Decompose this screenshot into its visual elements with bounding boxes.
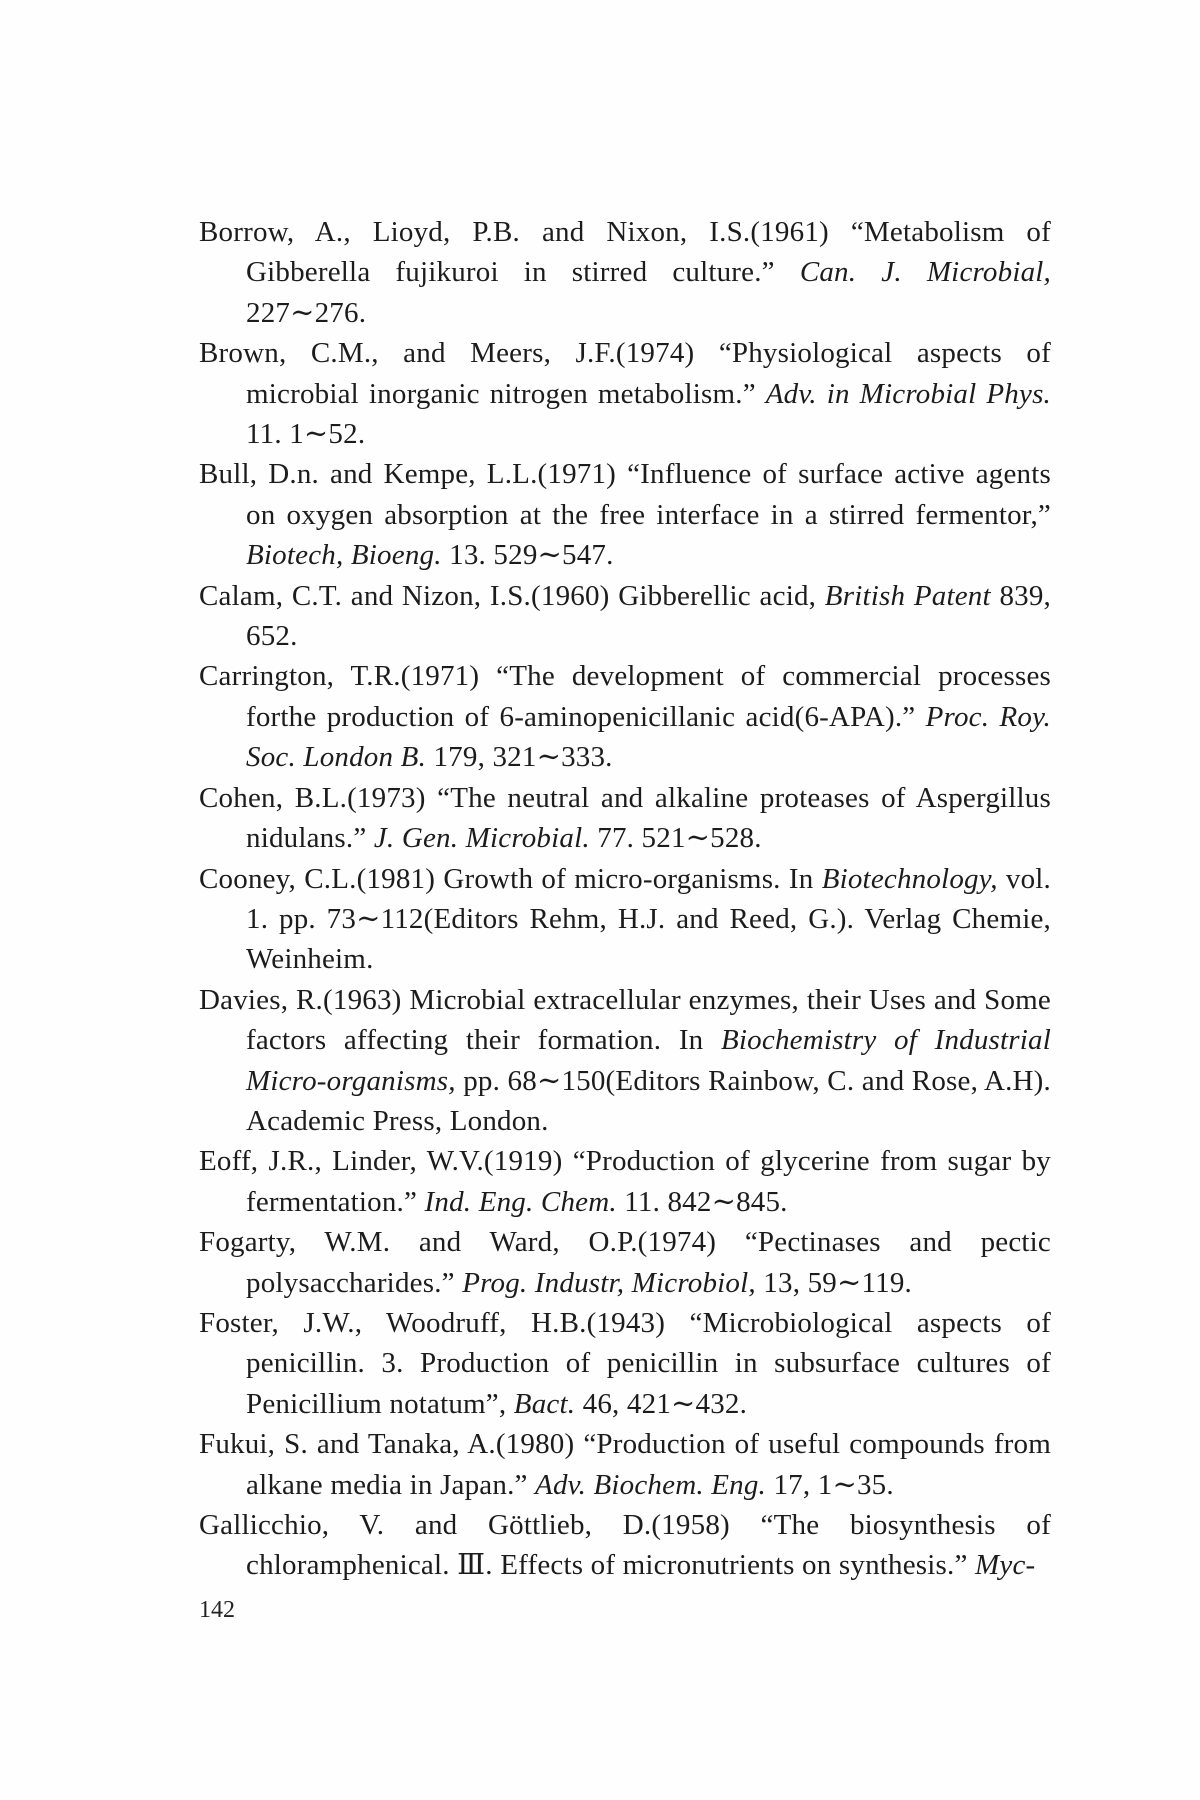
reference-entry-bull-1971: [199, 454, 1051, 575]
reference-source-title: Adv. in Microbial Phys.: [765, 377, 1052, 410]
reference-text: 17, 1∼35.: [766, 1468, 894, 1501]
reference-text: Foster, J.W., Woodruff, H.B.(1943) “Microbiological aspects of penicillin. 3. Production of penicillin in subsurface cultures of Penicillium notatum”,: [199, 1306, 1051, 1420]
reference-source-title: Adv. Biochem. Eng.: [535, 1468, 767, 1501]
reference-text: 179, 321∼333.: [426, 741, 613, 774]
reference-text: Borrow, A., Lioyd, P.B. and Nixon, I.S.(1961) “Metabolism of Gibberella fujikuroi in stirred culture.”: [199, 216, 1051, 289]
reference-text: Calam, C.T. and Nizon, I.S.(1960) Gibberellic acid,: [199, 579, 825, 612]
reference-text: vol. 1. pp. 73∼112(Editors Rehm, H.J. and Reed, G.). Verlag Chemie, Weinheim.: [246, 862, 1051, 976]
reference-text: Fogarty, W.M. and Ward, O.P.(1974) “Pectinases and pectic polysaccharides.”: [199, 1226, 1051, 1299]
reference-text: Carrington, T.R.(1971) “The development of commercial processes forthe production of 6-aminopenicillanic acid(6-APA).”: [199, 660, 1051, 733]
reference-text: 839, 652.: [246, 579, 1051, 653]
reference-entry-eoff-1919: [199, 1141, 1051, 1222]
reference-entry-carrington-1971: [199, 656, 1051, 777]
reference-source-title: Ind. Eng. Chem.: [424, 1185, 617, 1218]
reference-text: pp. 68∼150(Editors Rainbow, C. and Rose, A.H). Academic Press, London.: [246, 1064, 1051, 1137]
reference-entry-brown-1974: [199, 333, 1051, 454]
reference-source-title: Proc. Roy. Soc. London B.: [246, 700, 1051, 774]
reference-text: Eoff, J.R., Linder, W.V.(1919) “Production of glycerine from sugar by fermentation.”: [199, 1145, 1051, 1218]
reference-text: Fukui, S. and Tanaka, A.(1980) “Production of useful compounds from alkane media in Japan.”: [199, 1428, 1051, 1501]
reference-source-title: Biotech, Bioeng.: [246, 539, 442, 572]
reference-entry-foster-1943: [199, 1303, 1051, 1424]
reference-text: Davies, R.(1963) Microbial extracellular enzymes, their Uses and Some factors affecting their formation. In: [199, 983, 1051, 1057]
reference-entry-fogarty-1974: [199, 1222, 1051, 1303]
reference-entry-borrow-1961: [199, 212, 1051, 333]
reference-source-title: Biotechnology,: [821, 862, 998, 895]
reference-text: 11. 1∼52.: [246, 418, 366, 451]
reference-text: Bull, D.n. and Kempe, L.L.(1971) “Influence of surface active agents on oxygen absorption at the free interface in a stirred fermentor,”: [199, 458, 1051, 531]
reference-text: 227∼276.: [246, 296, 367, 329]
reference-source-title: Myc-: [975, 1549, 1036, 1582]
reference-entry-davies-1963: [199, 980, 1051, 1142]
reference-text: 11. 842∼845.: [616, 1185, 788, 1218]
reference-entry-cohen-1973: [199, 778, 1051, 859]
reference-text: Brown, C.M., and Meers, J.F.(1974) “Physiological aspects of microbial inorganic nitrogen metabolism.”: [199, 337, 1051, 410]
reference-text: 13. 529∼547.: [441, 539, 614, 572]
reference-entry-cooney-1981: [199, 859, 1051, 980]
reference-text: Cohen, B.L.(1973) “The neutral and alkaline proteases of Aspergillus nidulans.”: [199, 781, 1051, 855]
reference-entry-calam-1960: [199, 576, 1051, 657]
page-number: 142: [199, 1597, 235, 1623]
reference-entry-fukui-1980: [199, 1424, 1051, 1505]
reference-source-title: J. Gen. Microbial.: [373, 822, 590, 855]
reference-text: 13, 59∼119.: [755, 1266, 912, 1299]
reference-text: 46, 421∼432.: [575, 1387, 748, 1420]
reference-source-title: Bact.: [513, 1387, 576, 1420]
reference-text: Cooney, C.L.(1981) Growth of micro-organisms. In: [199, 862, 822, 895]
reference-source-title: British Patent: [824, 579, 991, 612]
reference-list: [199, 212, 1051, 1586]
reference-source-title: Can. J. Microbial,: [799, 256, 1051, 289]
reference-text: 77. 521∼528.: [589, 822, 762, 855]
reference-entry-gallicchio-1958: [199, 1505, 1051, 1586]
reference-text: Gallicchio, V. and Göttlieb, D.(1958) “The biosynthesis of chloramphenical. Ⅲ. Effects of micronutrients on synthesis.”: [199, 1509, 1051, 1582]
reference-source-title: Prog. Industr, Microbiol,: [462, 1266, 756, 1299]
reference-source-title: Biochemistry of Industrial Micro-organisms,: [246, 1024, 1051, 1097]
